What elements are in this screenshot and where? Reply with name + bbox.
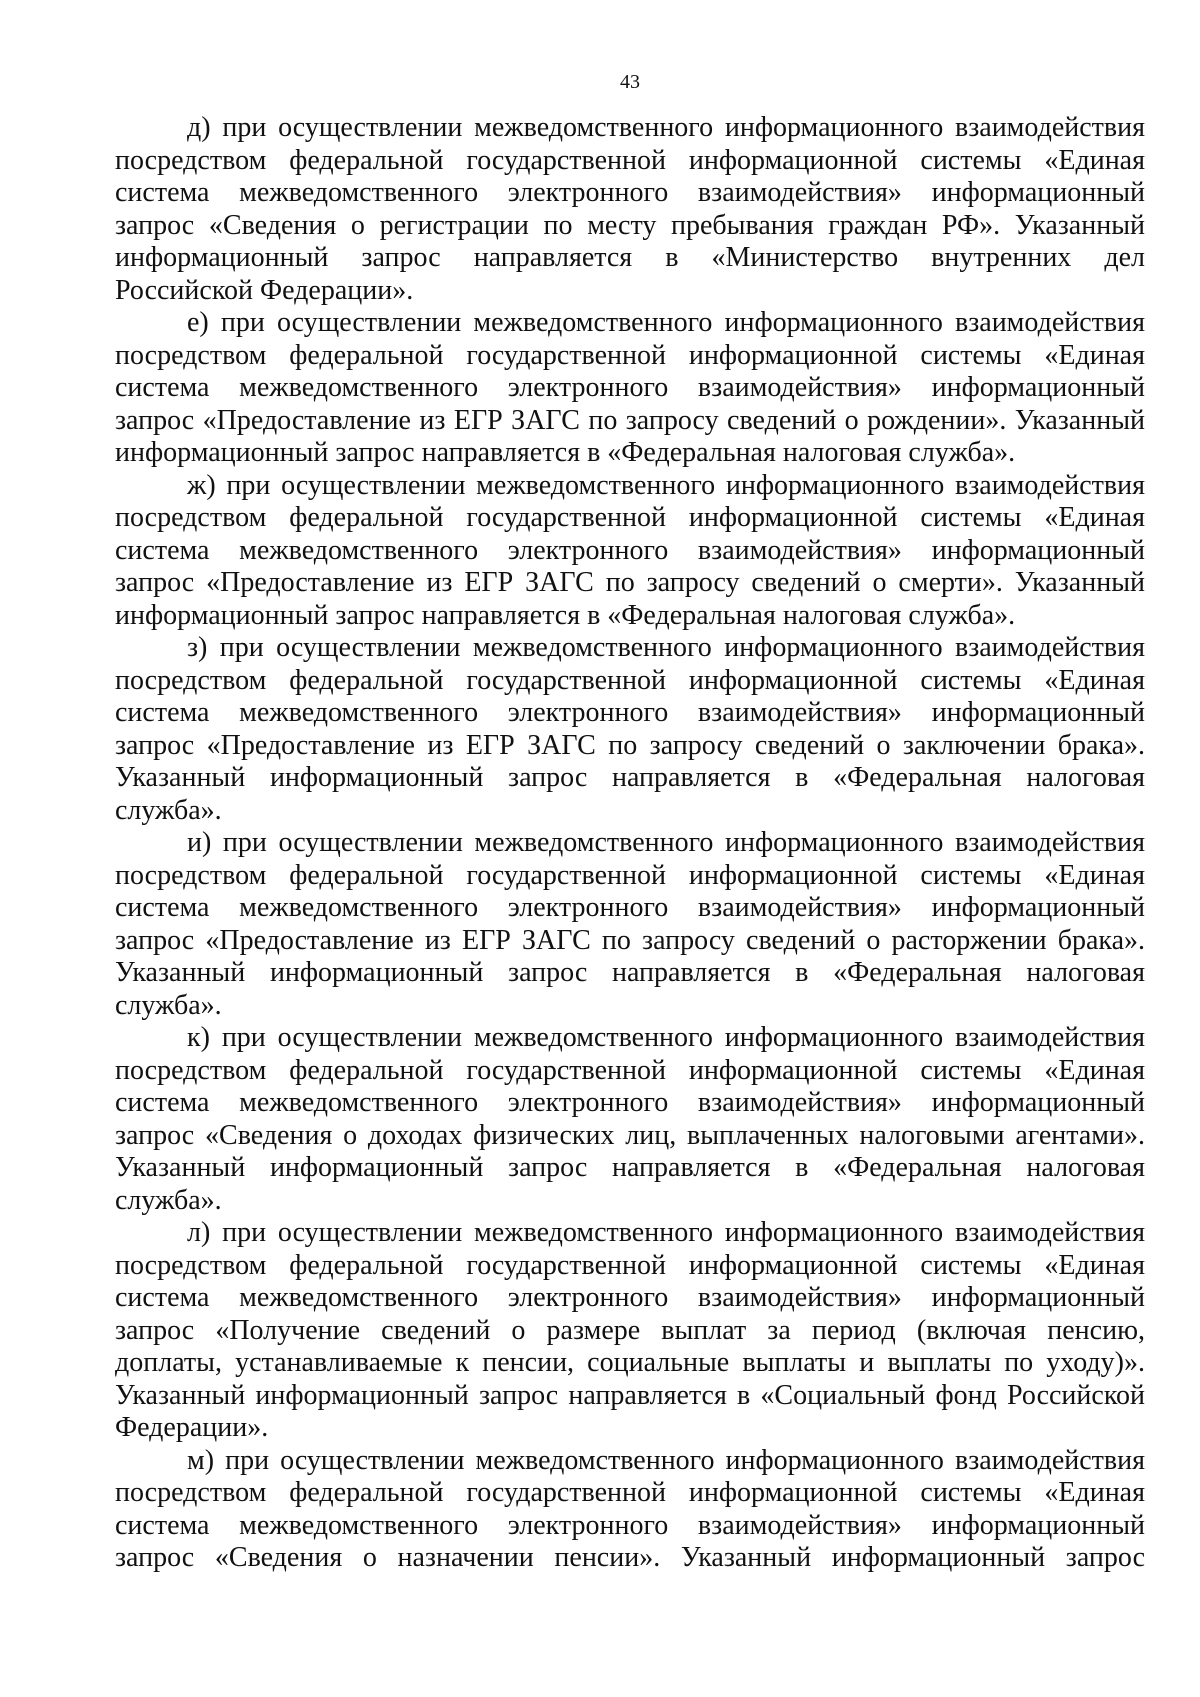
text-line: информационный запрос направляется в «Министерство внутренних дел	[115, 242, 1145, 273]
text-line: и) при осуществлении межведомственного информационного взаимодействия	[187, 827, 1145, 858]
text-line: посредством федеральной государственной информационной системы «Единая	[115, 1054, 1145, 1086]
text-line: Указанный информационный запрос направляется в «Социальный фонд Российской	[115, 1379, 1145, 1411]
paragraph-item-e	[115, 307, 1145, 470]
text-line: Федерации».	[115, 1412, 269, 1443]
paragraph-item-i	[115, 827, 1145, 1022]
paragraph-item-k	[115, 1022, 1145, 1217]
text-line: д) при осуществлении межведомственного информационного взаимодействия	[187, 112, 1145, 143]
paragraph-item-zh	[115, 470, 1145, 633]
text-line: посредством федеральной государственной информационной системы «Единая	[115, 1249, 1145, 1281]
text-line: запрос «Получение сведений о размере выплат за период (включая пенсию,	[115, 1314, 1145, 1346]
text-line: информационный запрос направляется в «Федеральная налоговая служба».	[115, 437, 1016, 468]
text-line: л) при осуществлении межведомственного информационного взаимодействия	[187, 1217, 1145, 1248]
text-line: Российской Федерации».	[115, 274, 414, 306]
text-line: посредством федеральной государственной информационной системы «Единая	[115, 859, 1145, 891]
text-line: м) при осуществлении межведомственного информационного взаимодействия	[187, 1444, 1145, 1476]
text-line: посредством федеральной государственной информационной системы «Единая	[115, 1477, 1145, 1508]
text-line: посредством федеральной государственной информационной системы «Единая	[115, 502, 1145, 533]
text-line: запрос «Предоставление из ЕГР ЗАГС по запросу сведений о расторжении брака».	[115, 924, 1145, 956]
text-line: система межведомственного электронного взаимодействия» информационный	[115, 1282, 1145, 1313]
text-line: запрос «Сведения о доходах физических лиц, выплаченных налоговыми агентами».	[115, 1119, 1145, 1151]
text-line: система межведомственного электронного взаимодействия» информационный	[115, 1509, 1145, 1541]
text-line: служба».	[115, 1184, 222, 1216]
text-line: доплаты, устанавливаемые к пенсии, социальные выплаты и выплаты по уходу)».	[115, 1347, 1145, 1378]
text-line: з) при осуществлении межведомственного информационного взаимодействия	[187, 632, 1145, 663]
text-line: система межведомственного электронного взаимодействия» информационный	[115, 697, 1145, 728]
text-line: Указанный информационный запрос направляется в «Федеральная налоговая	[115, 957, 1145, 988]
text-line: система межведомственного электронного взаимодействия» информационный	[115, 892, 1145, 923]
text-line: к) при осуществлении межведомственного информационного взаимодействия	[187, 1022, 1145, 1053]
text-line: запрос «Предоставление из ЕГР ЗАГС по запросу сведений о заключении брака».	[115, 729, 1145, 761]
text-line: запрос «Предоставление из ЕГР ЗАГС по запросу сведений о смерти». Указанный	[115, 567, 1145, 598]
text-line: запрос «Предоставление из ЕГР ЗАГС по запросу сведений о рождении». Указанный	[115, 404, 1145, 436]
text-line: посредством федеральной государственной информационной системы «Единая	[115, 339, 1145, 371]
text-line: система межведомственного электронного взаимодействия» информационный	[115, 534, 1145, 566]
text-line: посредством федеральной государственной информационной системы «Единая	[115, 664, 1145, 696]
page-number: 43	[620, 71, 640, 93]
text-line: служба».	[115, 989, 222, 1021]
paragraph-item-l	[115, 1217, 1145, 1445]
paragraph-item-m	[115, 1445, 1145, 1575]
text-line: запрос «Сведения о назначении пенсии». Указанный информационный запрос	[115, 1542, 1145, 1573]
text-line: ж) при осуществлении межведомственного информационного взаимодействия	[187, 469, 1145, 501]
text-line: посредством федеральной государственной информационной системы «Единая	[115, 144, 1145, 176]
paragraph-item-z	[115, 632, 1145, 827]
text-line: е) при осуществлении межведомственного информационного взаимодействия	[187, 307, 1145, 338]
text-line: система межведомственного электронного взаимодействия» информационный	[115, 1087, 1145, 1118]
paragraph-item-d	[115, 112, 1145, 307]
text-line: служба».	[115, 794, 222, 826]
document-body	[115, 112, 1145, 1575]
text-line: система межведомственного электронного взаимодействия» информационный	[115, 372, 1145, 403]
text-line: Указанный информационный запрос направляется в «Федеральная налоговая	[115, 762, 1145, 793]
text-line: информационный запрос направляется в «Федеральная налоговая служба».	[115, 599, 1016, 631]
text-line: Указанный информационный запрос направляется в «Федеральная налоговая	[115, 1152, 1145, 1183]
text-line: система межведомственного электронного взаимодействия» информационный	[115, 177, 1145, 208]
text-line: запрос «Сведения о регистрации по месту пребывания граждан РФ». Указанный	[115, 209, 1145, 241]
